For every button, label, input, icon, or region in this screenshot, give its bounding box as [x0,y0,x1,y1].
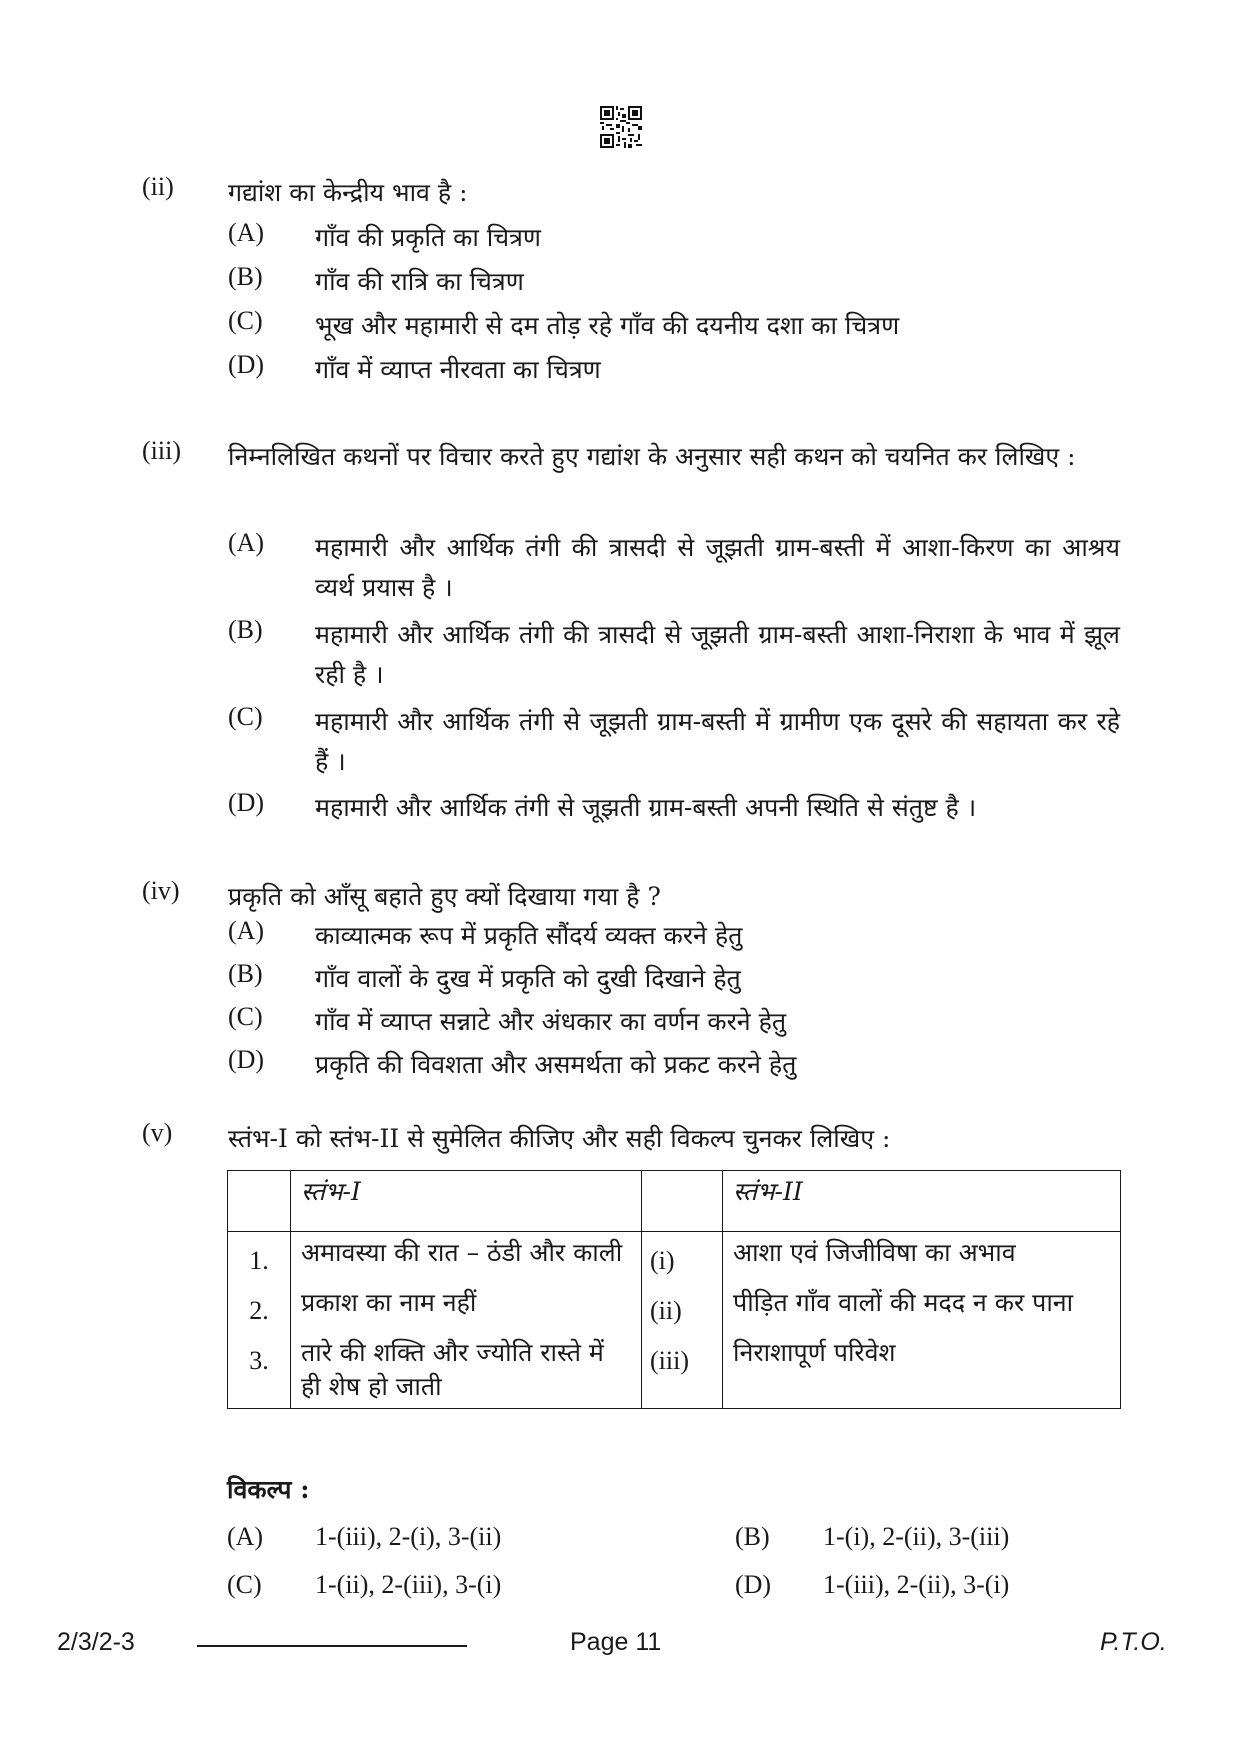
question-number: (iii) [142,436,181,465]
row-roman-number: (iii) [642,1332,723,1409]
column-1-header: स्तंभ-I [291,1171,642,1232]
choice-text: 1-(iii), 2-(ii), 3-(i) [823,1570,1010,1599]
option-label: (D) [228,788,265,817]
option-label: (C) [228,702,263,731]
column-1-cell: तारे की शक्ति और ज्योति रास्ते में ही शेष हो जाती [291,1332,642,1409]
choice-c [227,1570,501,1600]
option-text: महामारी और आर्थिक तंगी से जूझती ग्राम-बस्ती अपनी स्थिति से संतुष्ट है । [315,793,977,822]
option-text: गाँव की रात्रि का चित्रण [315,267,524,296]
option-label: (A) [228,218,265,247]
question-text: निम्नलिखित कथनों पर विचार करते हुए गद्यांश के अनुसार सही कथन को चयनित कर लिखिए : [228,442,1076,471]
choice-text: 1-(iii), 2-(i), 3-(ii) [315,1522,502,1551]
option-text: गाँव में व्याप्त नीरवता का चित्रण [315,355,601,384]
column-1-cell: अमावस्या की रात – ठंडी और काली [291,1232,642,1283]
row-number: 2. [228,1282,291,1332]
option-label: (A) [228,528,265,557]
question-number: (ii) [142,172,174,201]
choice-d [735,1570,1009,1600]
row-roman-number: (ii) [642,1282,723,1332]
table-header-row [228,1171,1121,1232]
table-row [228,1232,1121,1283]
option-text: महामारी और आर्थिक तंगी की त्रासदी से जूझती ग्राम-बस्ती आशा-निराशा के भाव में झूल रही है । [315,620,1120,689]
option-label: (B) [228,262,263,291]
choice-a [227,1522,501,1552]
column-2-cell: निराशापूर्ण परिवेश [723,1332,1121,1409]
option-text: महामारी और आर्थिक तंगी की त्रासदी से जूझती ग्राम-बस्ती में आशा-किरण का आश्रय व्यर्थ प्रयास है । [315,533,1120,602]
choice-label: (A) [227,1522,264,1551]
option-label: (D) [228,350,265,379]
choice-label: (B) [735,1522,770,1551]
option-label: (C) [228,1002,263,1031]
option-text: गाँव वालों के दुख में प्रकृति को दुखी दिखाने हेतु [315,964,741,993]
options-heading: विकल्प : [227,1475,310,1504]
option-text: महामारी और आर्थिक तंगी से जूझती ग्राम-बस्ती में ग्रामीण एक दूसरे की सहायता कर रहे हैं । [315,707,1120,776]
question-number: (v) [142,1118,173,1147]
option-label: (A) [228,916,265,945]
qr-code-icon [600,106,642,148]
option-label: (B) [228,959,263,988]
option-label: (C) [228,306,263,335]
question-text: स्तंभ-I को स्तंभ-II से सुमेलित कीजिए और सही विकल्प चुनकर लिखिए : [228,1124,891,1153]
option-text: गाँव में व्याप्त सन्नाटे और अंधकार का वर्णन करने हेतु [315,1007,787,1036]
table-row [228,1282,1121,1332]
column-2-cell: पीड़ित गाँव वालों की मदद न कर पाना [723,1282,1121,1332]
choice-label: (C) [227,1570,262,1599]
question-text: प्रकृति को आँसू बहाते हुए क्यों दिखाया गया है ? [228,882,661,911]
column-1-cell: प्रकाश का नाम नहीं [291,1282,642,1332]
choice-text: 1-(i), 2-(ii), 3-(iii) [823,1522,1010,1551]
option-label: (D) [228,1045,265,1074]
option-text: प्रकृति की विवशता और असमर्थता को प्रकट करने हेतु [315,1050,797,1079]
option-label: (B) [228,615,263,644]
page-number: Page 11 [570,1628,662,1656]
choice-label: (D) [735,1570,772,1599]
choice-b [735,1522,1009,1552]
column-2-header: स्तंभ-II [723,1171,1121,1232]
option-text: काव्यात्मक रूप में प्रकृति सौंदर्य व्यक्त करने हेतु [315,921,743,950]
row-number: 3. [228,1332,291,1409]
option-text: भूख और महामारी से दम तोड़ रहे गाँव की दयनीय दशा का चित्रण [315,311,900,340]
option-text: गाँव की प्रकृति का चित्रण [315,223,541,252]
column-2-cell: आशा एवं जिजीविषा का अभाव [723,1232,1121,1283]
match-table [227,1170,1121,1409]
choice-text: 1-(ii), 2-(iii), 3-(i) [315,1570,502,1599]
pto-label: P.T.O. [1100,1628,1167,1656]
question-number: (iv) [142,876,180,905]
footer-divider [197,1645,467,1647]
table-row [228,1332,1121,1409]
row-roman-number: (i) [642,1232,723,1283]
question-text: गद्यांश का केन्द्रीय भाव है : [228,178,468,207]
table-cell [228,1171,291,1232]
paper-code: 2/3/2-3 [57,1628,135,1656]
row-number: 1. [228,1232,291,1283]
table-cell [642,1171,723,1232]
